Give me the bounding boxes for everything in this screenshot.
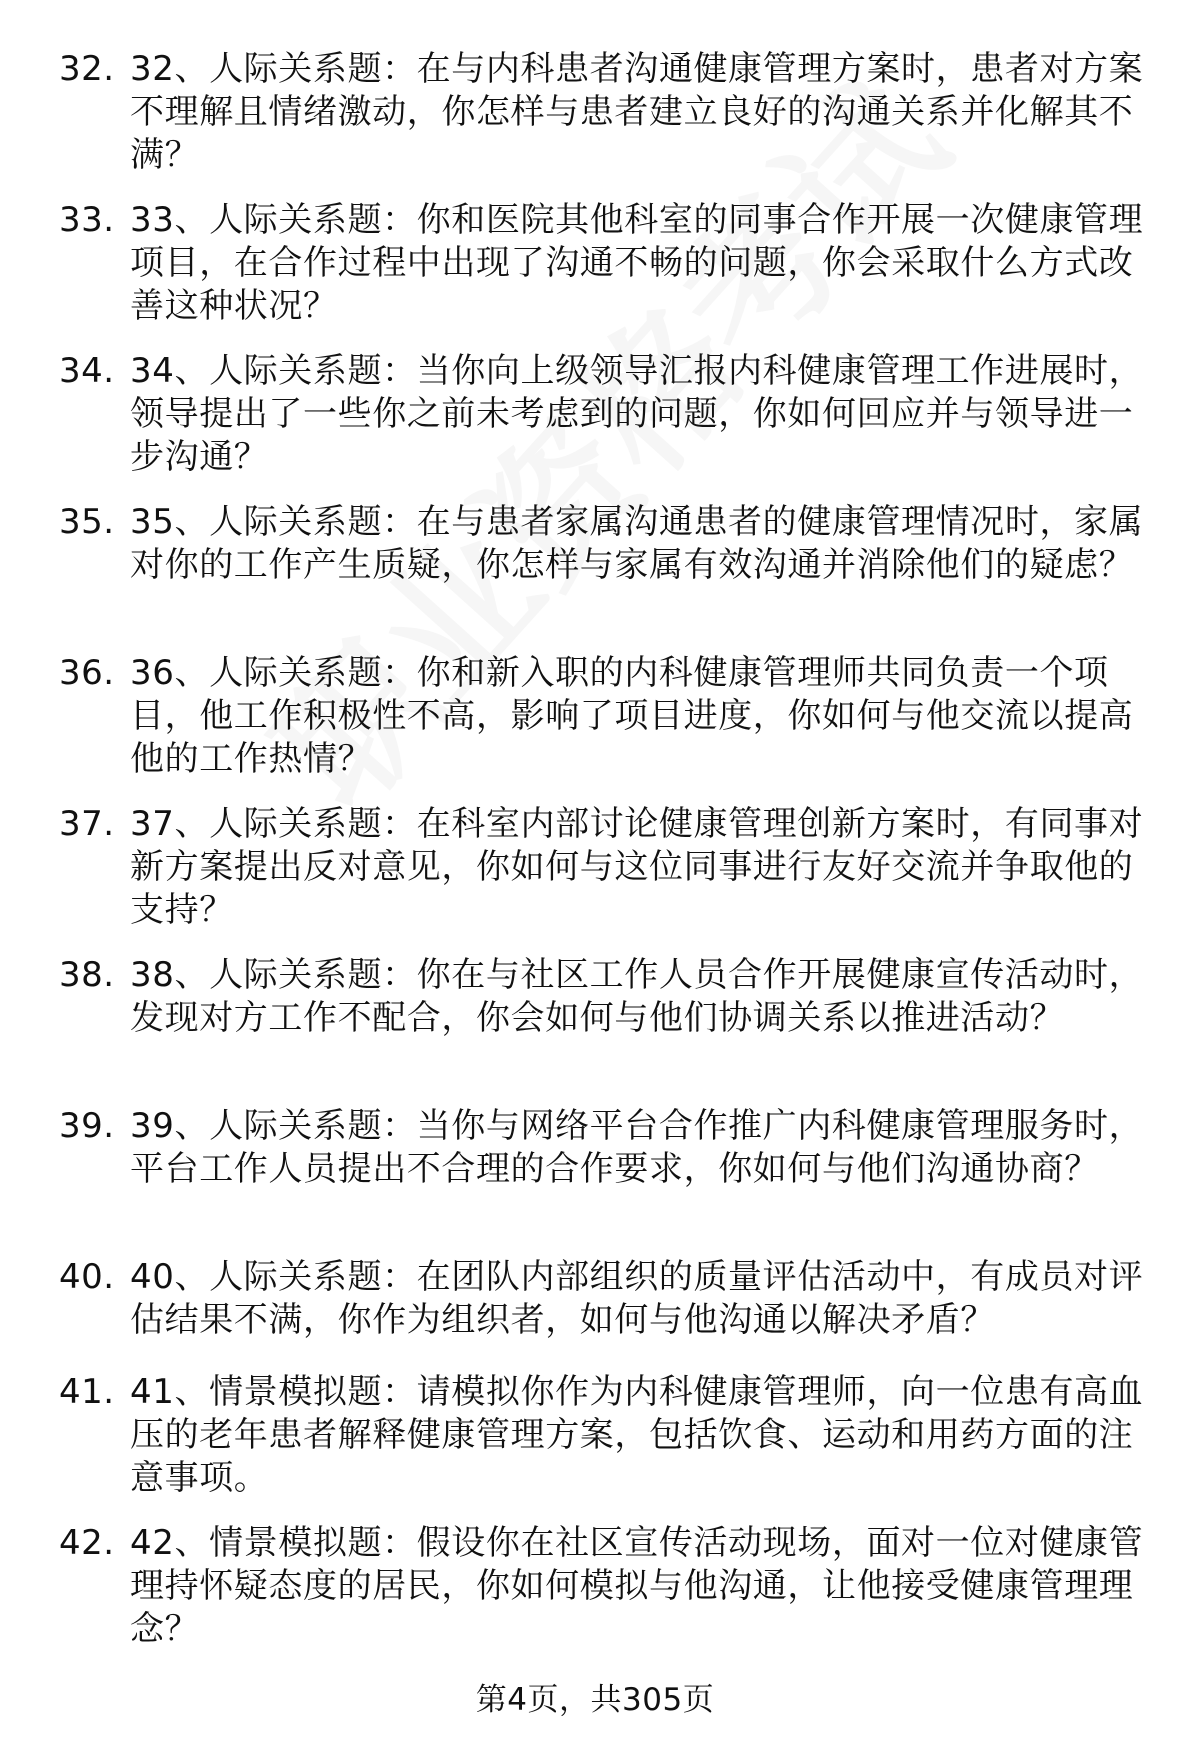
question-item-39	[0, 1105, 1190, 1256]
question-number: 36.	[59, 653, 115, 693]
question-item-40	[0, 1256, 1190, 1371]
question-number: 35.	[59, 502, 115, 542]
question-number: 39.	[59, 1106, 115, 1146]
question-text: 40、人际关系题：在团队内部组织的质量评估活动中，有成员对评估结果不满，你作为组织者，如何与他沟通以解决矛盾？	[130, 1257, 1144, 1340]
question-text: 35、人际关系题：在与患者家属沟通患者的健康管理情况时，家属对你的工作产生质疑，你怎样与家属有效沟通并消除他们的疑虑？	[130, 502, 1144, 585]
page-number-footer: 第4页，共305页	[475, 1682, 715, 1718]
question-number: 42.	[59, 1523, 115, 1563]
question-number: 37.	[59, 804, 115, 844]
question-list	[0, 48, 1190, 1673]
question-item-33	[0, 199, 1190, 350]
question-text: 32、人际关系题：在与内科患者沟通健康管理方案时，患者对方案不理解且情绪激动，你怎样与患者建立良好的沟通关系并化解其不满？	[130, 49, 1144, 175]
question-text: 36、人际关系题：你和新入职的内科健康管理师共同负责一个项目，他工作积极性不高，影响了项目进度，你如何与他交流以提高他的工作热情？	[130, 653, 1134, 779]
question-number: 34.	[59, 351, 115, 391]
question-text: 33、人际关系题：你和医院其他科室的同事合作开展一次健康管理项目，在合作过程中出现了沟通不畅的问题，你会采取什么方式改善这种状况？	[130, 200, 1144, 326]
question-item-41	[0, 1371, 1190, 1522]
question-number: 32.	[59, 49, 115, 89]
question-text: 38、人际关系题：你在与社区工作人员合作开展健康宣传活动时，发现对方工作不配合，你会如何与他们协调关系以推进活动？	[130, 955, 1144, 1038]
question-number: 38.	[59, 955, 115, 995]
question-item-32	[0, 48, 1190, 199]
question-item-36	[0, 652, 1190, 803]
question-text: 34、人际关系题：当你向上级领导汇报内科健康管理工作进展时，领导提出了一些你之前未考虑到的问题，你如何回应并与领导进一步沟通？	[130, 351, 1144, 477]
question-item-42	[0, 1522, 1190, 1673]
question-text: 37、人际关系题：在科室内部讨论健康管理创新方案时，有同事对新方案提出反对意见，你如何与这位同事进行友好交流并争取他的支持？	[130, 804, 1144, 930]
question-number: 41.	[59, 1372, 115, 1412]
question-text: 39、人际关系题：当你与网络平台合作推广内科健康管理服务时，平台工作人员提出不合理的合作要求，你如何与他们沟通协商？	[130, 1106, 1144, 1189]
question-item-35	[0, 501, 1190, 652]
question-number: 33.	[59, 200, 115, 240]
question-item-37	[0, 803, 1190, 954]
question-item-38	[0, 954, 1190, 1105]
question-item-34	[0, 350, 1190, 501]
question-text: 41、情景模拟题：请模拟你作为内科健康管理师，向一位患有高血压的老年患者解释健康管理方案，包括饮食、运动和用药方面的注意事项。	[130, 1372, 1144, 1498]
question-number: 40.	[59, 1257, 115, 1297]
question-text: 42、情景模拟题：假设你在社区宣传活动现场，面对一位对健康管理持怀疑态度的居民，你如何模拟与他沟通，让他接受健康管理理念？	[130, 1523, 1144, 1649]
